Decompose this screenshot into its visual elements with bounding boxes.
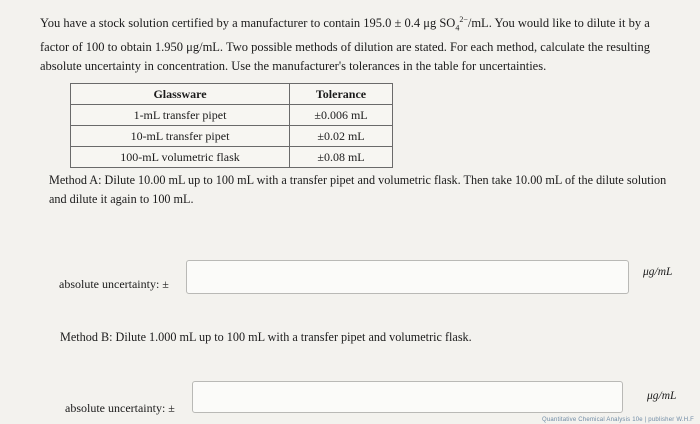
method-b-uncertainty-label: absolute uncertainty: ± bbox=[65, 401, 175, 415]
table-header-tolerance: Tolerance bbox=[290, 84, 393, 105]
sulfate-subscript: 4 bbox=[455, 23, 460, 33]
method-a-unit: μg/mL bbox=[643, 266, 673, 278]
table-header-glassware: Glassware bbox=[71, 84, 290, 105]
tolerance-table bbox=[70, 83, 393, 168]
method-b-text: Method B: Dilute 1.000 mL up to 100 mL with a transfer pipet and volumetric flask. bbox=[60, 330, 472, 344]
table-row bbox=[71, 147, 393, 168]
sulfate-formula bbox=[455, 10, 468, 38]
table-cell-tolerance: ±0.02 mL bbox=[290, 126, 393, 147]
table-cell-glassware: 10-mL transfer pipet bbox=[71, 126, 290, 147]
method-a-text: Method A: Dilute 10.00 mL up to 100 mL with a transfer pipet and volumetric flask. Then take 10.00 mL of the dilute solution and dilute it again to 100 mL. bbox=[49, 173, 667, 206]
table-cell-tolerance: ±0.006 mL bbox=[290, 105, 393, 126]
table-cell-glassware: 1-mL transfer pipet bbox=[71, 105, 290, 126]
method-b-unit: μg/mL bbox=[647, 390, 677, 402]
publisher-footer: Quantitative Chemical Analysis 10e | publisher W.H.F bbox=[541, 417, 694, 423]
table-row bbox=[71, 105, 393, 126]
method-b-uncertainty-input[interactable] bbox=[192, 381, 623, 413]
table-header-row bbox=[71, 84, 393, 105]
method-a-uncertainty-input[interactable] bbox=[186, 260, 629, 294]
sulfate-superscript: 2− bbox=[459, 15, 468, 24]
intro-text-part2: /mL. You would like to dilute it by a factor of 100 to obtain 1.950 μg/mL. Two possible methods of dilution are stated. For each method, calculate the resulting absolute uncertainty in concentration. Use the manufacturer's tolerances in the table for uncertainties. bbox=[40, 16, 650, 73]
intro-text-part1: You have a stock solution certified by a manufacturer to contain 195.0 ± 0.4 μg SO bbox=[40, 16, 456, 31]
table-cell-tolerance: ±0.08 mL bbox=[290, 147, 393, 168]
problem-statement bbox=[40, 10, 680, 76]
table-row bbox=[71, 126, 393, 147]
method-a-uncertainty-label: absolute uncertainty: ± bbox=[59, 277, 169, 291]
table-cell-glassware: 100-mL volumetric flask bbox=[71, 147, 290, 168]
